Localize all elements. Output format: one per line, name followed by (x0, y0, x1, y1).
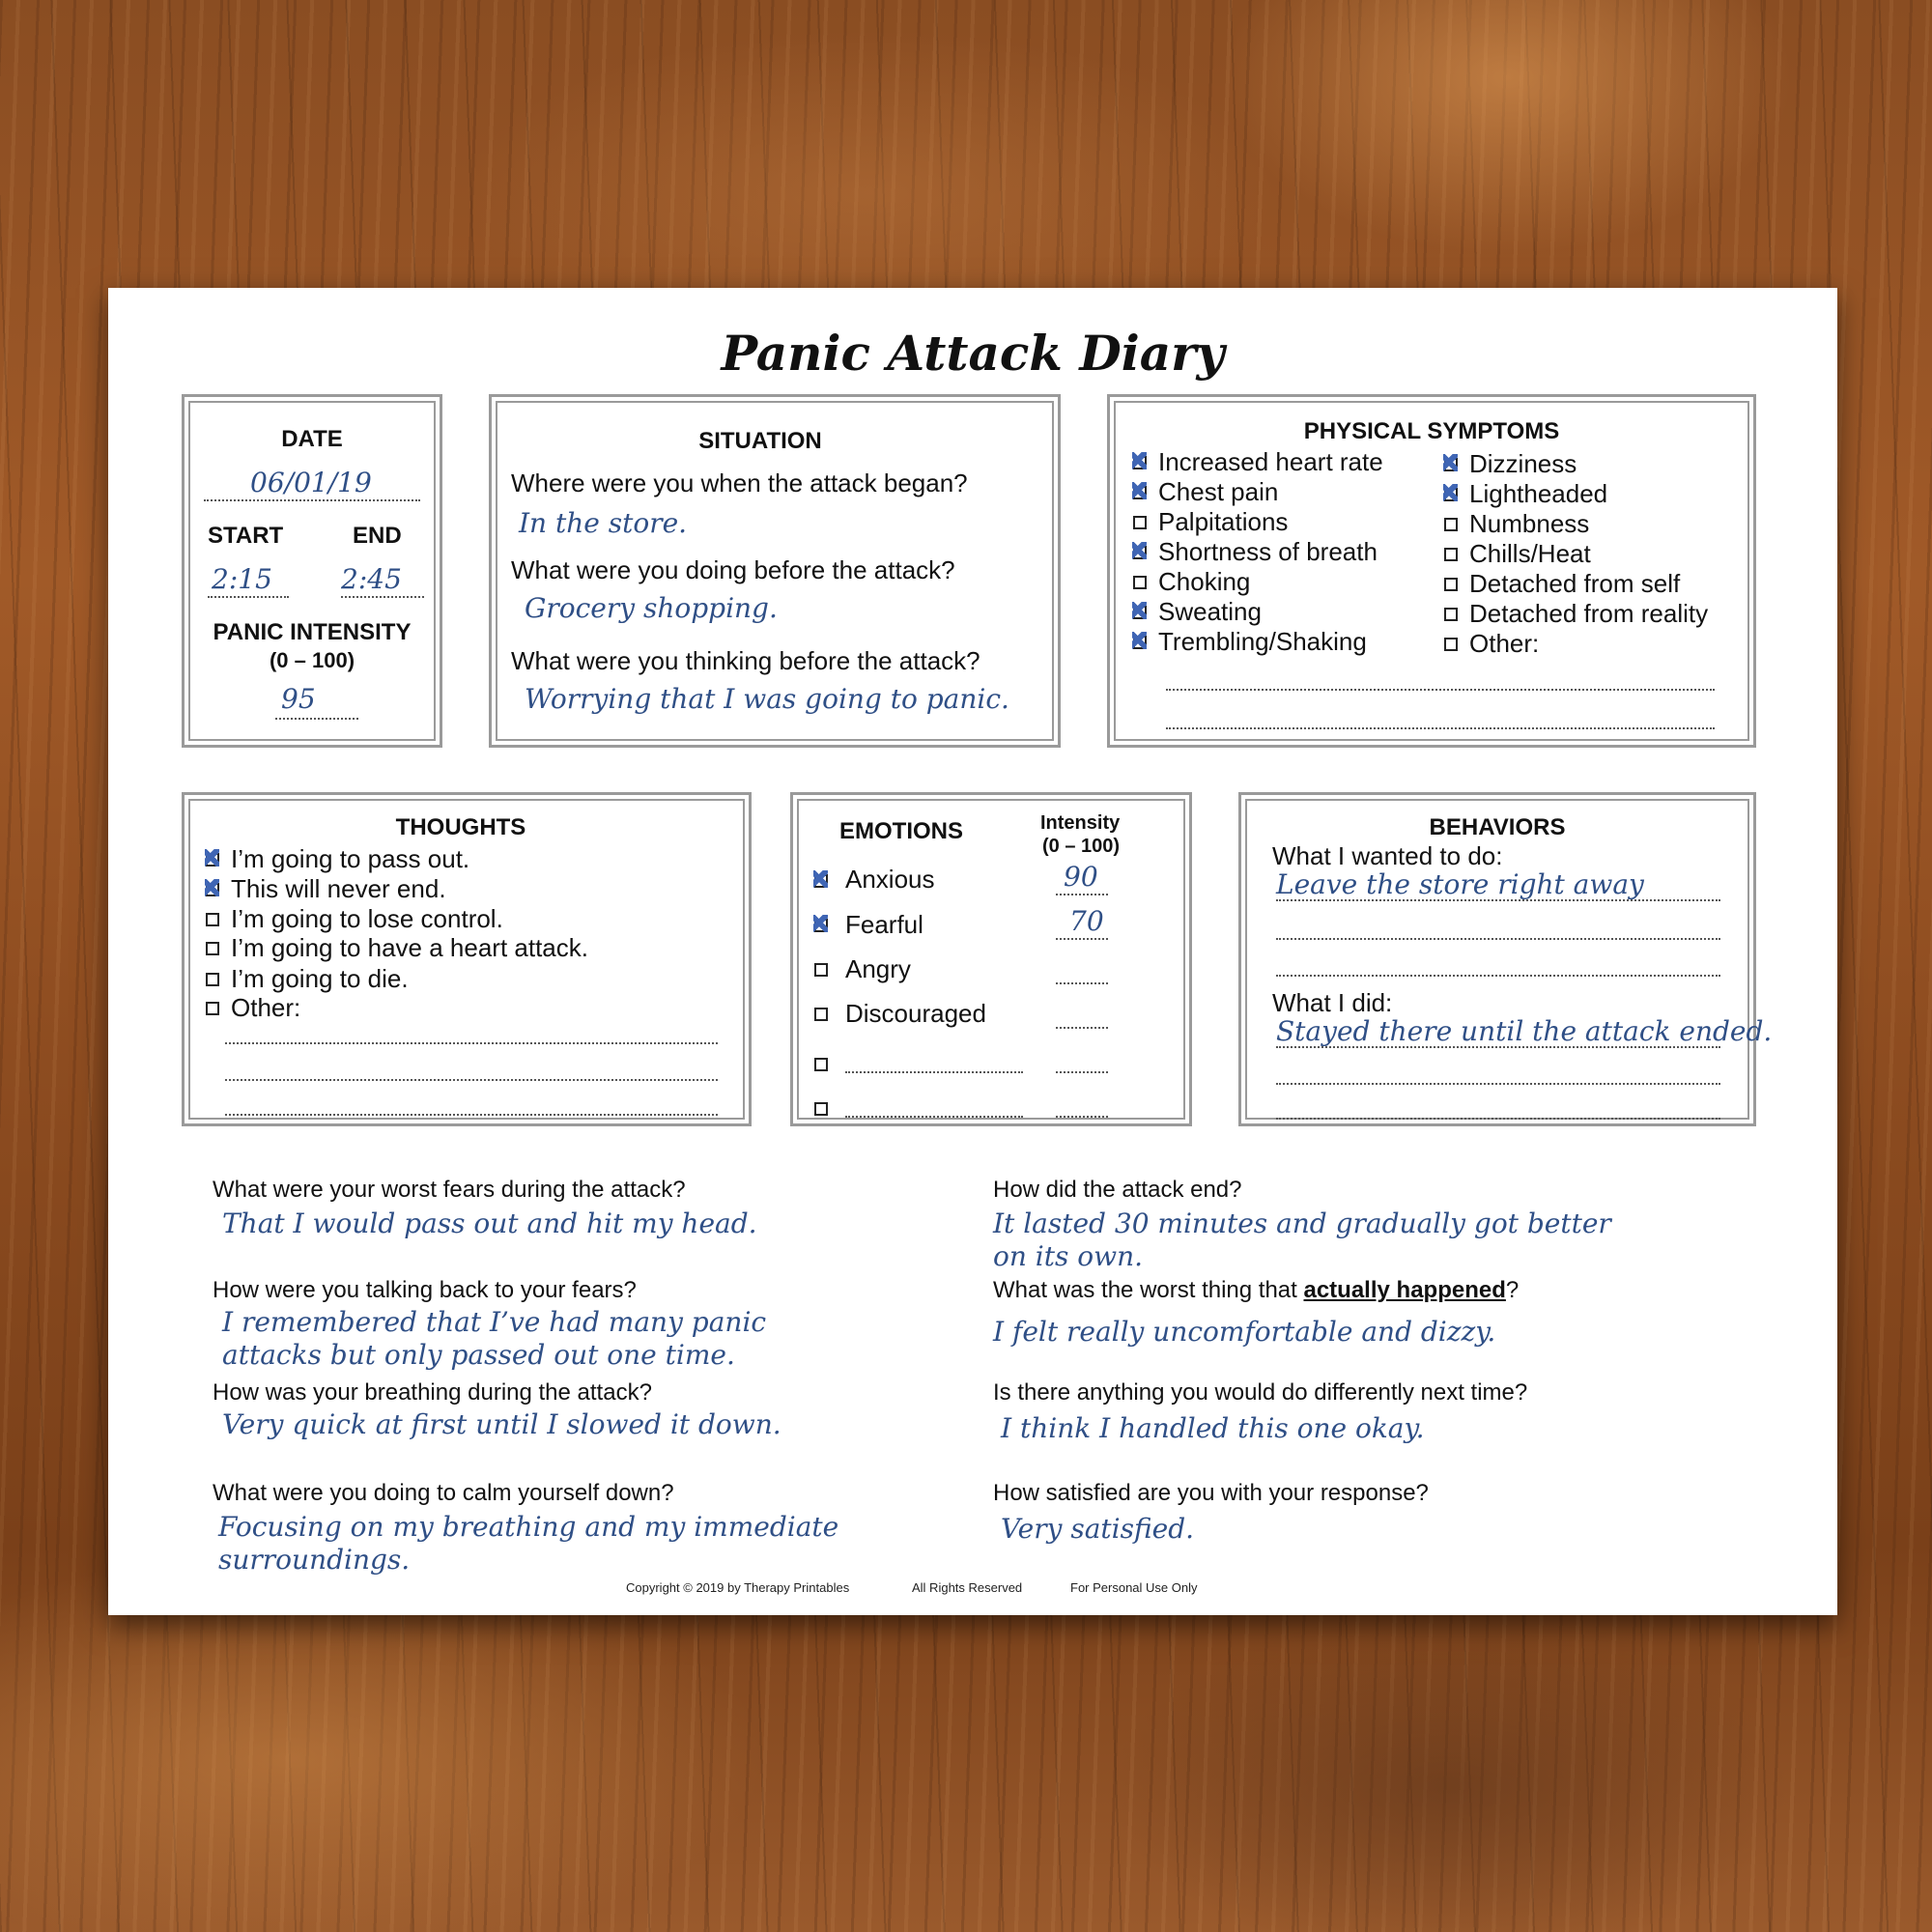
symptom-label: Dizziness (1469, 449, 1577, 478)
answer-continued[interactable]: surroundings. (218, 1544, 411, 1576)
emotion-intensity-value[interactable]: 70 (1069, 905, 1104, 937)
thought-label: Other: (231, 993, 301, 1022)
symptom-other-line-1[interactable] (1166, 689, 1715, 691)
symptom-label: Trembling/Shaking (1158, 627, 1367, 656)
wanted-line-1 (1276, 899, 1720, 901)
situation-question-3: What were you thinking before the attack? (511, 646, 980, 675)
emotion-name-line[interactable] (845, 1116, 1023, 1118)
question (993, 1277, 1519, 1304)
start-value[interactable]: 2:15 (212, 563, 272, 595)
situation-answer-2[interactable]: Grocery shopping. (525, 592, 778, 624)
emotion-intensity-value[interactable]: 90 (1064, 861, 1098, 893)
checkbox-icon[interactable] (1444, 578, 1458, 591)
behaviors-box (1238, 792, 1773, 1126)
thought-label: I’m going to die. (231, 964, 409, 993)
checkbox-checked-icon[interactable] (1133, 456, 1147, 469)
answer[interactable]: I think I handled this one okay. (1001, 1412, 1425, 1444)
symptom-label: Lightheaded (1469, 479, 1608, 508)
footer-copyright: Copyright © 2019 by Therapy Printables (626, 1580, 850, 1595)
checkbox-icon[interactable] (1133, 516, 1147, 529)
question: Is there anything you would do differently next time? (993, 1379, 1528, 1406)
question-emphasis: actually happened (1303, 1277, 1506, 1303)
physical-symptoms-heading: PHYSICAL SYMPTOMS (1303, 418, 1560, 444)
symptom-label: Shortness of breath (1158, 537, 1378, 566)
checkbox-icon[interactable] (1444, 608, 1458, 621)
thought-other-line-1[interactable] (225, 1042, 718, 1044)
checkbox-checked-icon[interactable] (1133, 486, 1147, 499)
checkbox-icon[interactable] (814, 1102, 828, 1116)
symptom-label: Increased heart rate (1158, 447, 1383, 476)
situation-question-1: Where were you when the attack began? (511, 469, 968, 497)
question-text-end: ? (1505, 1277, 1520, 1303)
checkbox-icon[interactable] (1133, 576, 1147, 589)
question: How were you talking back to your fears? (213, 1277, 637, 1303)
situation-answer-1[interactable]: In the store. (519, 507, 688, 539)
question: What were your worst fears during the attack? (213, 1177, 686, 1203)
date-box (182, 394, 442, 748)
thought-label: This will never end. (231, 874, 446, 903)
symptom-label: Chills/Heat (1469, 539, 1591, 568)
intensity-heading: PANIC INTENSITY (213, 619, 412, 645)
checkbox-checked-icon[interactable] (1133, 636, 1147, 649)
symptom-label: Choking (1158, 567, 1251, 596)
intensity-line[interactable] (1056, 1027, 1108, 1029)
emotions-heading: EMOTIONS (839, 818, 964, 844)
question: How satisfied are you with your response? (993, 1480, 1429, 1506)
checkbox-checked-icon[interactable] (1133, 546, 1147, 559)
emotion-label: Discouraged (845, 999, 986, 1028)
question: How did the attack end? (993, 1177, 1242, 1203)
checkbox-icon[interactable] (814, 1058, 828, 1071)
question: What were you doing to calm yourself down? (213, 1480, 674, 1506)
answer-continued[interactable]: attacks but only passed out one time. (222, 1339, 735, 1371)
did-line-1 (1276, 1046, 1720, 1048)
symptom-label: Detached from self (1469, 569, 1681, 598)
emotions-box (790, 792, 1192, 1126)
checkbox-icon[interactable] (206, 942, 219, 955)
wanted-value[interactable]: Leave the store right away (1276, 868, 1644, 900)
answer[interactable]: Very quick at first until I slowed it down. (222, 1408, 781, 1440)
emotion-label: Fearful (845, 910, 923, 939)
answer[interactable]: Very satisfied. (1001, 1513, 1195, 1545)
end-value[interactable]: 2:45 (341, 563, 402, 595)
intensity-range: (0 – 100) (269, 648, 355, 672)
intensity-line (1056, 894, 1108, 895)
emotion-intensity-heading: Intensity (1040, 812, 1121, 834)
thought-label: I’m going to have a heart attack. (231, 933, 588, 962)
answer-continued[interactable]: on its own. (993, 1240, 1144, 1272)
checkbox-icon[interactable] (1444, 548, 1458, 561)
thought-label: I’m going to pass out. (231, 844, 470, 873)
checkbox-checked-icon[interactable] (206, 853, 219, 867)
symptom-label: Numbness (1469, 509, 1590, 538)
thought-other-line-3[interactable] (225, 1114, 718, 1116)
end-heading: END (353, 523, 402, 549)
thought-label: I’m going to lose control. (231, 904, 503, 933)
symptom-label: Sweating (1158, 597, 1262, 626)
symptom-other-line-2[interactable] (1166, 727, 1715, 729)
did-line-3[interactable] (1276, 1118, 1720, 1120)
checkbox-icon[interactable] (814, 963, 828, 977)
emotion-intensity-range: (0 – 100) (1042, 836, 1121, 857)
symptom-label: Detached from reality (1469, 599, 1709, 628)
thoughts-box (182, 792, 752, 1126)
date-value[interactable]: 06/01/19 (250, 467, 372, 498)
checkbox-checked-icon[interactable] (1444, 458, 1458, 471)
situation-box (489, 394, 1061, 748)
start-line (208, 596, 289, 598)
wanted-line-3[interactable] (1276, 975, 1720, 977)
footer-use: For Personal Use Only (1070, 1580, 1198, 1595)
checkbox-checked-icon[interactable] (814, 919, 828, 932)
thought-other-line-2[interactable] (225, 1079, 718, 1081)
intensity-value[interactable]: 95 (281, 683, 316, 715)
answer[interactable]: That I would pass out and hit my head. (222, 1208, 757, 1239)
situation-answer-3[interactable]: Worrying that I was going to panic. (525, 683, 1009, 715)
checkbox-icon[interactable] (1444, 518, 1458, 531)
checkbox-checked-icon[interactable] (206, 883, 219, 896)
checkbox-icon[interactable] (206, 1002, 219, 1015)
answer[interactable]: It lasted 30 minutes and gradually got better (993, 1208, 1611, 1239)
question: How was your breathing during the attack? (213, 1379, 652, 1406)
symptom-label: Chest pain (1158, 477, 1279, 506)
situation-heading: SITUATION (698, 428, 822, 454)
checkbox-checked-icon[interactable] (1444, 488, 1458, 501)
date-line (204, 499, 420, 501)
emotion-label: Angry (845, 954, 911, 983)
intensity-line[interactable] (1056, 1071, 1108, 1073)
answer[interactable]: Focusing on my breathing and my immediate (218, 1511, 839, 1543)
checkbox-icon[interactable] (206, 973, 219, 986)
checkbox-checked-icon[interactable] (1133, 606, 1147, 619)
checkbox-icon[interactable] (1444, 638, 1458, 651)
did-value[interactable]: Stayed there until the attack ended. (1276, 1015, 1773, 1047)
footer-rights: All Rights Reserved (912, 1580, 1023, 1595)
answer[interactable]: I remembered that I’ve had many panic (222, 1306, 767, 1338)
checkbox-icon[interactable] (814, 1008, 828, 1021)
physical-symptoms-box (1107, 394, 1756, 748)
intensity-line[interactable] (1056, 1116, 1108, 1118)
start-heading: START (208, 523, 284, 549)
behaviors-heading: BEHAVIORS (1429, 814, 1566, 840)
emotion-label: Anxious (845, 865, 935, 894)
intensity-line (1056, 938, 1108, 940)
diary-sheet (108, 288, 1837, 1615)
symptom-label: Other: (1469, 629, 1540, 658)
wanted-line-2[interactable] (1276, 938, 1720, 940)
end-line (341, 596, 424, 598)
intensity-line (275, 718, 358, 720)
checkbox-checked-icon[interactable] (814, 874, 828, 888)
situation-question-2: What were you doing before the attack? (511, 555, 955, 584)
emotion-name-line[interactable] (845, 1071, 1023, 1073)
thoughts-heading: THOUGHTS (395, 814, 526, 840)
question-text: What was the worst thing that (993, 1277, 1304, 1303)
answer[interactable]: I felt really uncomfortable and dizzy. (993, 1316, 1496, 1348)
did-label: What I did: (1272, 988, 1393, 1017)
did-line-2[interactable] (1276, 1083, 1720, 1085)
wanted-label: What I wanted to do: (1272, 841, 1503, 870)
symptom-label: Palpitations (1158, 507, 1289, 536)
checkbox-icon[interactable] (206, 913, 219, 926)
page-title: Panic Attack Diary (721, 325, 1225, 382)
intensity-line[interactable] (1056, 982, 1108, 984)
date-heading: DATE (281, 426, 343, 452)
